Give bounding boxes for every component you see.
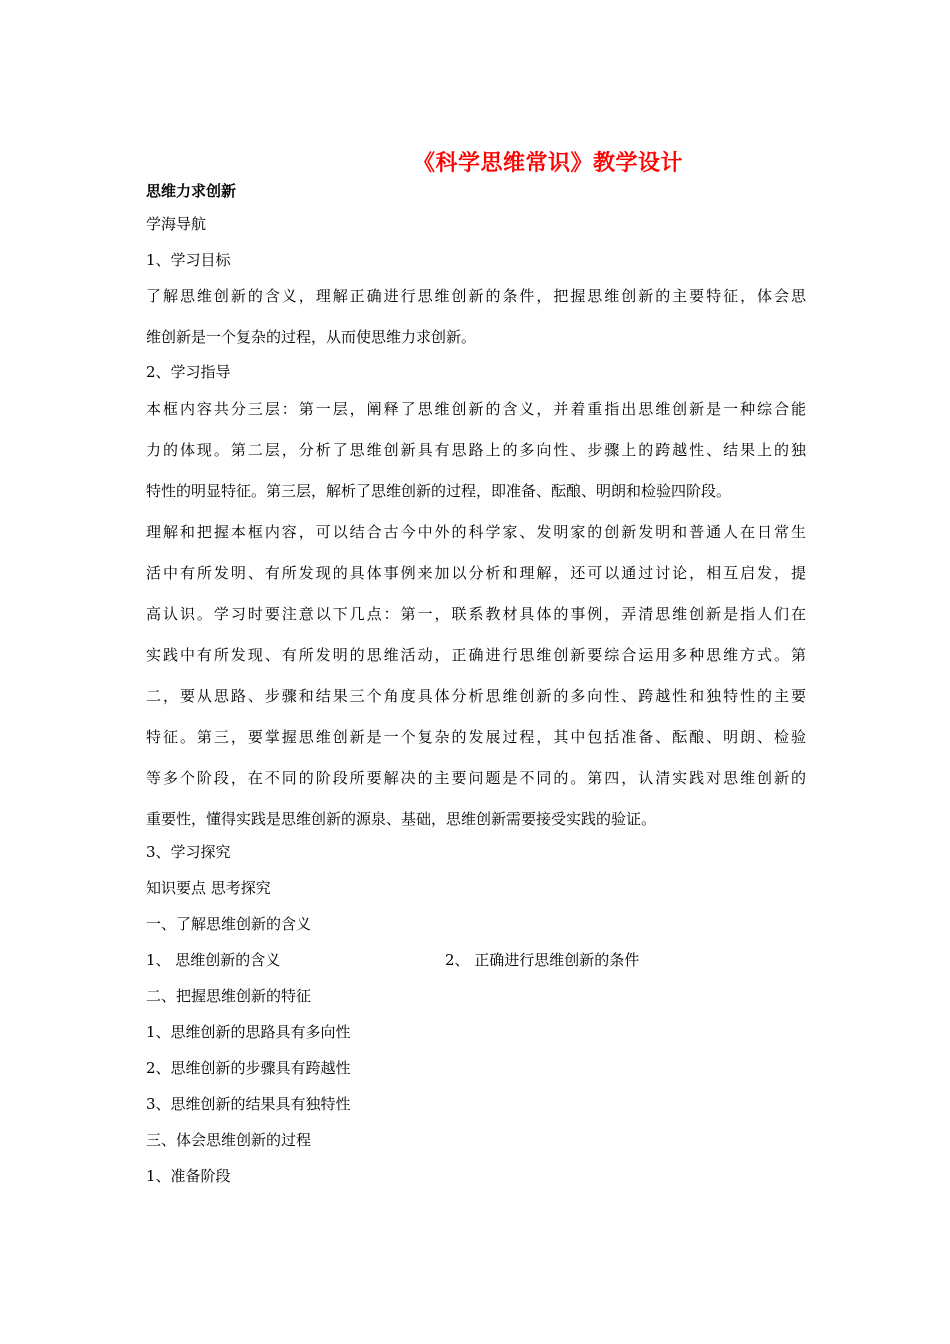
guide-line: 特征。第三，要掌握思维创新是一个复杂的发展过程，其中包括准备、酝酿、明朗、检验 xyxy=(146,728,806,746)
part3-heading: 三、体会思维创新的过程 xyxy=(146,1131,312,1149)
guide-line: 理解和把握本框内容，可以结合古今中外的科学家、发明家的创新发明和普通人在日常生 xyxy=(146,523,806,541)
goal-line: 了解思维创新的含义，理解正确进行思维创新的条件，把握思维创新的主要特征，体会思 xyxy=(146,287,806,305)
goal-line: 维创新是一个复杂的过程，从而使思维力求创新。 xyxy=(146,328,477,346)
part2-item: 2、思维创新的步骤具有跨越性 xyxy=(146,1059,351,1077)
explore-heading: 3、学习探究 xyxy=(146,843,231,861)
document-title: 《科学思维常识》教学设计 xyxy=(413,150,684,176)
guide-line: 活中有所发明、有所发现的具体事例来加以分析和理解，还可以通过讨论，相互启发，提 xyxy=(146,564,806,582)
guide-heading: 2、学习指导 xyxy=(146,363,231,381)
explore-subheading: 知识要点 思考探究 xyxy=(146,879,271,897)
section-nav-heading: 学海导航 xyxy=(146,215,207,233)
part2-heading: 二、把握思维创新的特征 xyxy=(146,987,312,1005)
guide-line: 特性的明显特征。第三层，解析了思维创新的过程，即准备、酝酿、明朗和检验四阶段。 xyxy=(146,482,732,500)
guide-line: 等多个阶段，在不同的阶段所要解决的主要问题是不同的。第四，认清实践对思维创新的 xyxy=(146,769,806,787)
guide-line: 本框内容共分三层：第一层，阐释了思维创新的含义，并着重指出思维创新是一种综合能 xyxy=(146,400,806,418)
section-subtitle: 思维力求创新 xyxy=(146,182,237,200)
part2-item: 3、思维创新的结果具有独特性 xyxy=(146,1095,351,1113)
guide-line: 二，要从思路、步骤和结果三个角度具体分析思维创新的多向性、跨越性和独特性的主要 xyxy=(146,687,806,705)
guide-line: 力的体现。第二层，分析了思维创新具有思路上的多向性、步骤上的跨越性、结果上的独 xyxy=(146,441,806,459)
part1-item-conditions: 2、 正确进行思维创新的条件 xyxy=(445,951,640,969)
part1-item-meaning: 1、 思维创新的含义 xyxy=(146,951,281,969)
goal-heading: 1、学习目标 xyxy=(146,251,231,269)
guide-line: 实践中有所发现、有所发明的思维活动，正确进行思维创新要综合运用多种思维方式。第 xyxy=(146,646,806,664)
guide-line: 重要性，懂得实践是思维创新的源泉、基础，思维创新需要接受实践的验证。 xyxy=(146,810,657,828)
guide-line: 高认识。学习时要注意以下几点：第一，联系教材具体的事例，弄清思维创新是指人们在 xyxy=(146,605,806,623)
part2-item: 1、思维创新的思路具有多向性 xyxy=(146,1023,351,1041)
goal-paragraph xyxy=(146,276,806,358)
guide-paragraph xyxy=(146,389,806,840)
part3-item: 1、准备阶段 xyxy=(146,1167,231,1185)
part1-heading: 一、了解思维创新的含义 xyxy=(146,915,312,933)
